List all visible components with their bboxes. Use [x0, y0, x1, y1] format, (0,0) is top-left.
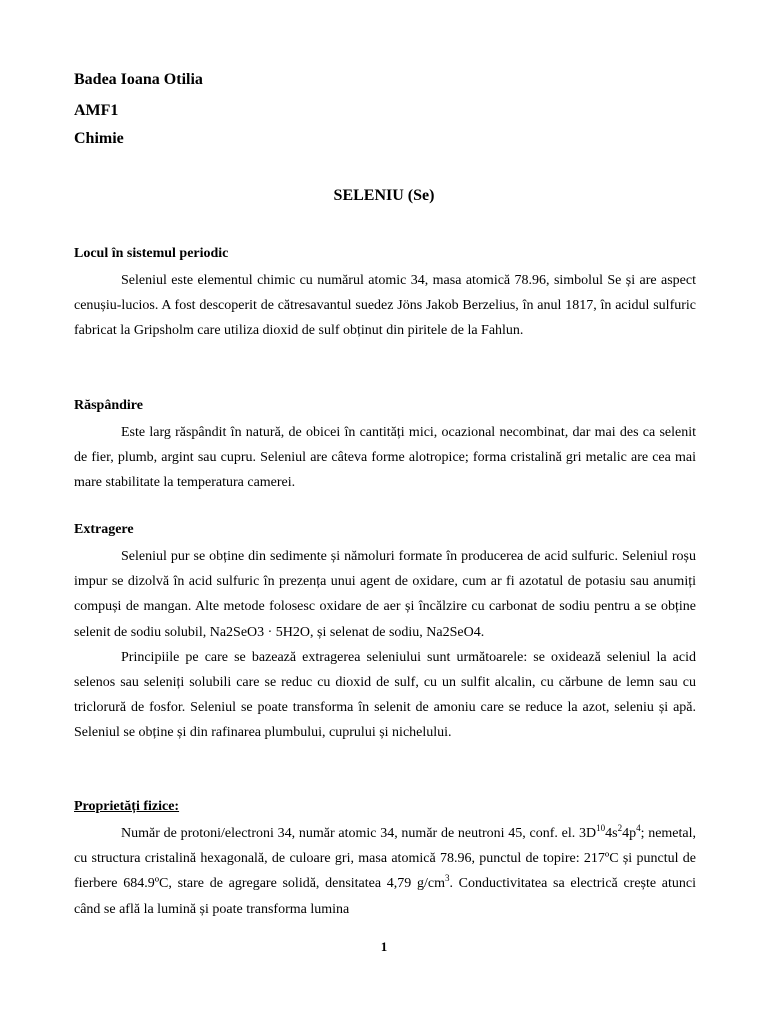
paragraph: Seleniul este elementul chimic cu numărul atomic 34, masa atomică 78.96, simbolul Se și are aspect cenușiu-lucios. A fost descoperit de cătresavantul suedez Jöns Jakob Berzelius, în anul 1817, în acidul sulfuric fabricat la Gripsholm care utiliza dioxid de sulf obținut din piritele de la Fahlun.: [74, 273, 696, 339]
text-run: 4s: [605, 826, 618, 841]
section-heading: Răspândire: [74, 398, 143, 413]
section-heading: Locul în sistemul periodic: [74, 246, 229, 261]
section-heading: Extragere: [74, 522, 134, 537]
document-title: SELENIU (Se): [333, 187, 435, 204]
author-name: Badea Ioana Otilia: [74, 71, 203, 88]
superscript: 10: [596, 823, 606, 833]
paragraph: Este larg răspândit în natură, de obicei în cantități mici, ocazional necombinat, dar mai des ca selenit de fier, plumb, argint sau cupru. Seleniul are câteva forme alotropice; forma cristalină gri metalic are cea mai mare stabilitate la temperatura camerei.: [74, 425, 696, 491]
group-name: AMF1: [74, 102, 119, 119]
text-run: Număr de protoni/electroni 34, număr atomic 34, număr de neutroni 45, conf. el. 3D: [121, 826, 597, 841]
paragraph: Seleniul pur se obține din sedimente și nămoluri formate în producerea de acid sulfuric. Seleniul roșu impur se dizolvă în acid sulfuric în prezența unui agent de oxidare, cum ar fi azotatul de potasiu sau anumiți compuși de mangan. Alte metode folosesc oxidare de aer și încălzire cu carbonat de sodiu pentru a se obține selenit de sodiu solubil, Na2SeO3 · 5H2O, și selenat de sodiu, Na2SeO4.: [74, 549, 696, 640]
superscript: 2: [617, 823, 623, 833]
superscript: 3: [444, 873, 450, 884]
text-run: ; nemetal, cu structura cristalină hexagonală, de culoare gri, masa atomică 78.96, punctul de topire: 217ºC și punctul de fierbere 684.9ºC, stare de agregare solidă, densitatea 4,79 g/cm: [74, 826, 697, 892]
subject-name: Chimie: [74, 130, 124, 147]
section-raspandire: [74, 395, 696, 496]
text-run: . Conductivitatea sa electrică crește atunci când se află la lumină și poate transforma lumina: [74, 876, 696, 917]
section-heading: Proprietăți fizice:: [74, 799, 180, 814]
paragraph: Principiile pe care se bazează extragerea seleniului sunt următoarele: se oxidează seleniul la acid selenos sau seleniți solubili care se reduc cu dioxid de sulf, cu un sulfit alcalin, cu cărbune de lemn sau cu triclorură de fosfor. Seleniul se poate transforma în selenit de amoniu care se reduce la azot, seleniu și apă. Seleniul se obține și din rafinarea plumbului, cuprului și nichelului.: [74, 649, 696, 741]
superscript: 4: [636, 823, 641, 833]
section-proprietati: [74, 796, 696, 922]
section-extragere: [74, 519, 696, 746]
paragraph: [74, 821, 696, 922]
page-number: 1: [380, 939, 388, 954]
text-run: 4p: [622, 826, 637, 841]
section-loc: [74, 243, 696, 344]
